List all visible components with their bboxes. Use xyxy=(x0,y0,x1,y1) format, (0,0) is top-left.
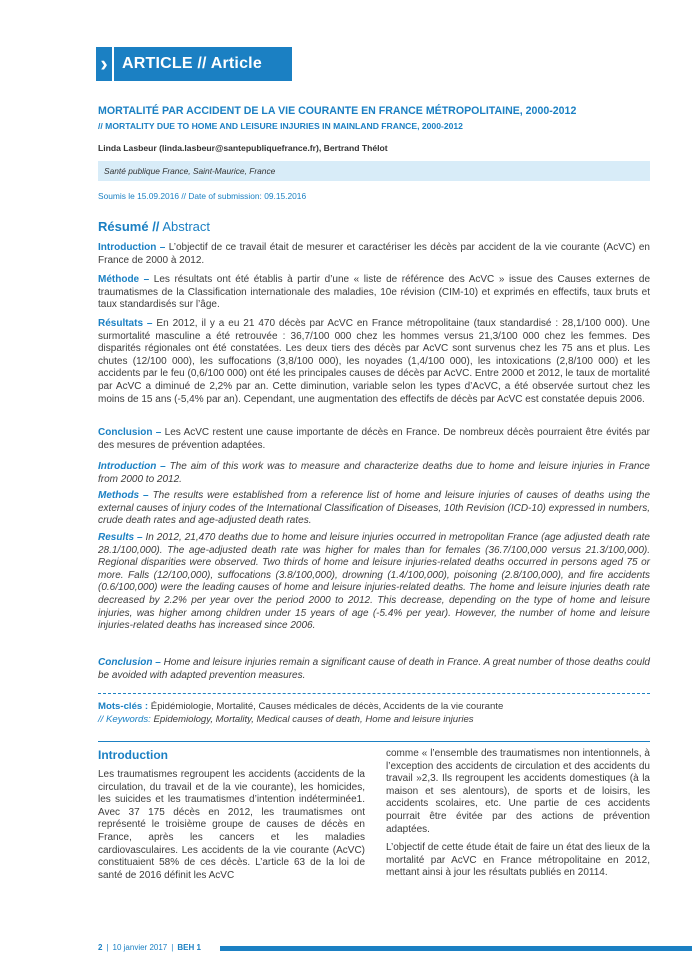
title-english: // MORTALITY DUE TO HOME AND LEISURE INJURIES IN MAINLAND FRANCE, 2000-2012 xyxy=(98,121,463,131)
abstract-fr-intro xyxy=(98,242,650,267)
keywords-fr xyxy=(98,701,658,714)
section-label: Conclusion – xyxy=(98,427,162,438)
abstract-heading-en: Abstract xyxy=(159,219,210,234)
abstract-en-results xyxy=(98,532,650,633)
abstract-fr-results xyxy=(98,318,650,406)
footer-sep: | xyxy=(106,943,109,952)
affiliation-box xyxy=(98,161,650,181)
affiliation: Santé publique France, Saint-Maurice, France xyxy=(104,166,276,176)
abstract-heading-fr: Résumé // xyxy=(98,219,160,234)
keywords-en xyxy=(98,714,658,727)
abstract-en-intro xyxy=(98,461,650,486)
intro-paragraph-2: comme « l’ensemble des traumatismes non intentionnels, à l’exception des accidents de circulation et des accidents du travail »2,3. Ils regroupent les accidents domestiques (à la maison et ses alentours), de sports et de loisirs, les accidents scolaires, etc. Une partie de ces accidents pourrait être évitée par des actions de prévention adaptées. xyxy=(386,748,650,835)
intro-paragraph-3: L’objectif de cette étude était de faire un état des lieux de la mortalité par AcVC en France métropolitaine en 2012, mettant ainsi à jour les résultats publiés en 20114. xyxy=(386,842,650,879)
section-text: Home and leisure injuries remain a significant cause of death in France. A great number of those deaths could be avoided with adapted prevention measures. xyxy=(98,657,650,681)
intro-column-2 xyxy=(386,748,650,880)
keywords-label-fr: Mots-clés : xyxy=(98,701,149,712)
abstract-en-methods xyxy=(98,490,650,528)
divider xyxy=(98,693,650,694)
section-label: Methods – xyxy=(98,490,149,501)
intro-heading: Introduction xyxy=(98,748,168,762)
section-text: The results were established from a reference list of home and leisure injuries of causes of deaths using the external causes of injury codes of the International Classification of Diseases, 10th Revision (ICD-10) expressed in numbers, crude death rates and age-adjusted death rates. xyxy=(98,490,651,527)
abstract-heading xyxy=(98,219,210,234)
page-footer xyxy=(98,943,201,952)
keywords-label-en: // Keywords: xyxy=(98,713,151,725)
footer-sep: | xyxy=(171,943,174,952)
section-label: Introduction – xyxy=(98,242,166,253)
keywords-text-fr: Épidémiologie, Mortalité, Causes médicales de décès, Accidents de la vie courante xyxy=(148,701,504,712)
abstract-en-conclusion xyxy=(98,657,650,682)
article-banner xyxy=(96,47,292,81)
section-label: Méthode – xyxy=(98,274,150,285)
section-label: Résultats – xyxy=(98,318,153,329)
section-label: Introduction – xyxy=(98,461,166,472)
section-label: Conclusion – xyxy=(98,657,161,668)
submission-date: Soumis le 15.09.2016 // Date of submission: 09.15.2016 xyxy=(98,191,307,201)
keywords-text-en: Epidemiology, Mortality, Medical causes of death, Home and leisure injuries xyxy=(150,713,474,725)
footer-bar xyxy=(220,946,692,951)
footer-date: 10 janvier 2017 xyxy=(112,943,168,952)
section-text: The aim of this work was to measure and characterize deaths due to home and leisure injuries in France from 2000 to 2012. xyxy=(98,461,650,485)
section-label: Results – xyxy=(98,532,143,543)
title-french: MORTALITÉ PAR ACCIDENT DE LA VIE COURANTE EN FRANCE MÉTROPOLITAINE, 2000-2012 xyxy=(98,105,577,117)
intro-paragraph-1: Les traumatismes regroupent les accidents (accidents de la circulation, du travail et de la vie courante), les homicides, les suicides et les traumatismes d’intention indéterminée1. Avec 37 175 décès en 2012, les traumatismes ont représenté le troisième groupe de causes de décès en France, après les cancers et les maladies cardiovasculaires. Les accidents de la vie courante (AcVC) constituaient 58% de ces décès. L’article 63 de la loi de santé de 2016 définit les AcVC xyxy=(98,769,365,881)
section-text: En 2012, il y a eu 21 470 décès par AcVC en France métropolitaine (taux standardisé : 28,1/100 000). Une surmortalité masculine a été retrouvée : 36,7/100 000 chez les hommes versus 21,3/100 000 chez les femmes. Des disparités régionales ont été constatées. Les deux tiers des décès par AcVC sont survenus chez les 75 ans et plus. Les chutes (12/100 000), les suffocations (3,8/100 000), les noyades (1,4/100 000), les intoxications (2,8/100 000) et les accidents par le feu (0,6/100 000) ont été les principales causes de décès par AcVC. Entre 2000 et 2012, le taux de mortalité par AcVC a diminué de 2,2% par an. Cette diminution, variable selon les types d’AcVC, a été observée surtout chez les moins de 15 ans (-5,4% par an). Cependant, une augmentation des effectifs de décès par AcVC est constatée depuis 2006. xyxy=(98,318,651,405)
keywords xyxy=(98,701,658,726)
section-text: L’objectif de ce travail était de mesurer et caractériser les décès par accident de la vie courante (AcVC) en France de 2000 à 2012. xyxy=(98,242,650,266)
abstract-fr-method xyxy=(98,274,650,312)
section-text: Les AcVC restent une cause importante de décès en France. De nombreux décès pourraient être évités par des mesures de prévention adaptées. xyxy=(98,427,650,451)
chevron-right-icon: › xyxy=(96,47,114,81)
abstract-fr-conclusion xyxy=(98,427,650,452)
section-divider xyxy=(98,741,650,742)
page-number: 2 xyxy=(98,943,103,952)
section-text: In 2012, 21,470 deaths due to home and leisure injuries occurred in metropolitan France (age adjusted death rate 28.1/100,000). The age-adjusted death rate was higher for males than for females (36.7/100,000 versus 21.3/100,000). Regional disparities were observed. Two thirds of home and leisure injuries-related deaths occurred in persons aged 75 or more. Falls (12/100,000), suffocations (3.8/100,000), drowning (1.4/100,000), poisoning (2.8/100,000), and fire accidents (0.6/100,000) were the leading causes of home and leisure injuries-related deaths. The home and leisure injuries death rate decreased by 2.2% per year over the period 2000 to 2012. This decrease, depending on the type of home and leisure injuries, was higher among children under 15 years of age (-5.4% per year). However, the number of home and leisure injuries-related deaths has increased since 2006. xyxy=(98,532,650,632)
authors: Linda Lasbeur (linda.lasbeur@santepubliquefrance.fr), Bertrand Thélot xyxy=(98,143,388,153)
footer-journal: BEH 1 xyxy=(177,943,201,952)
banner-label: ARTICLE // Article xyxy=(122,55,262,72)
section-text: Les résultats ont été établis à partir d’une « liste de référence des AcVC » issue des Causes externes de traumatismes de la Classification internationale des maladies, 10e révision (CIM-10) et exprimés en effectifs, taux bruts et taux standardisés sur l’âge. xyxy=(98,274,651,311)
